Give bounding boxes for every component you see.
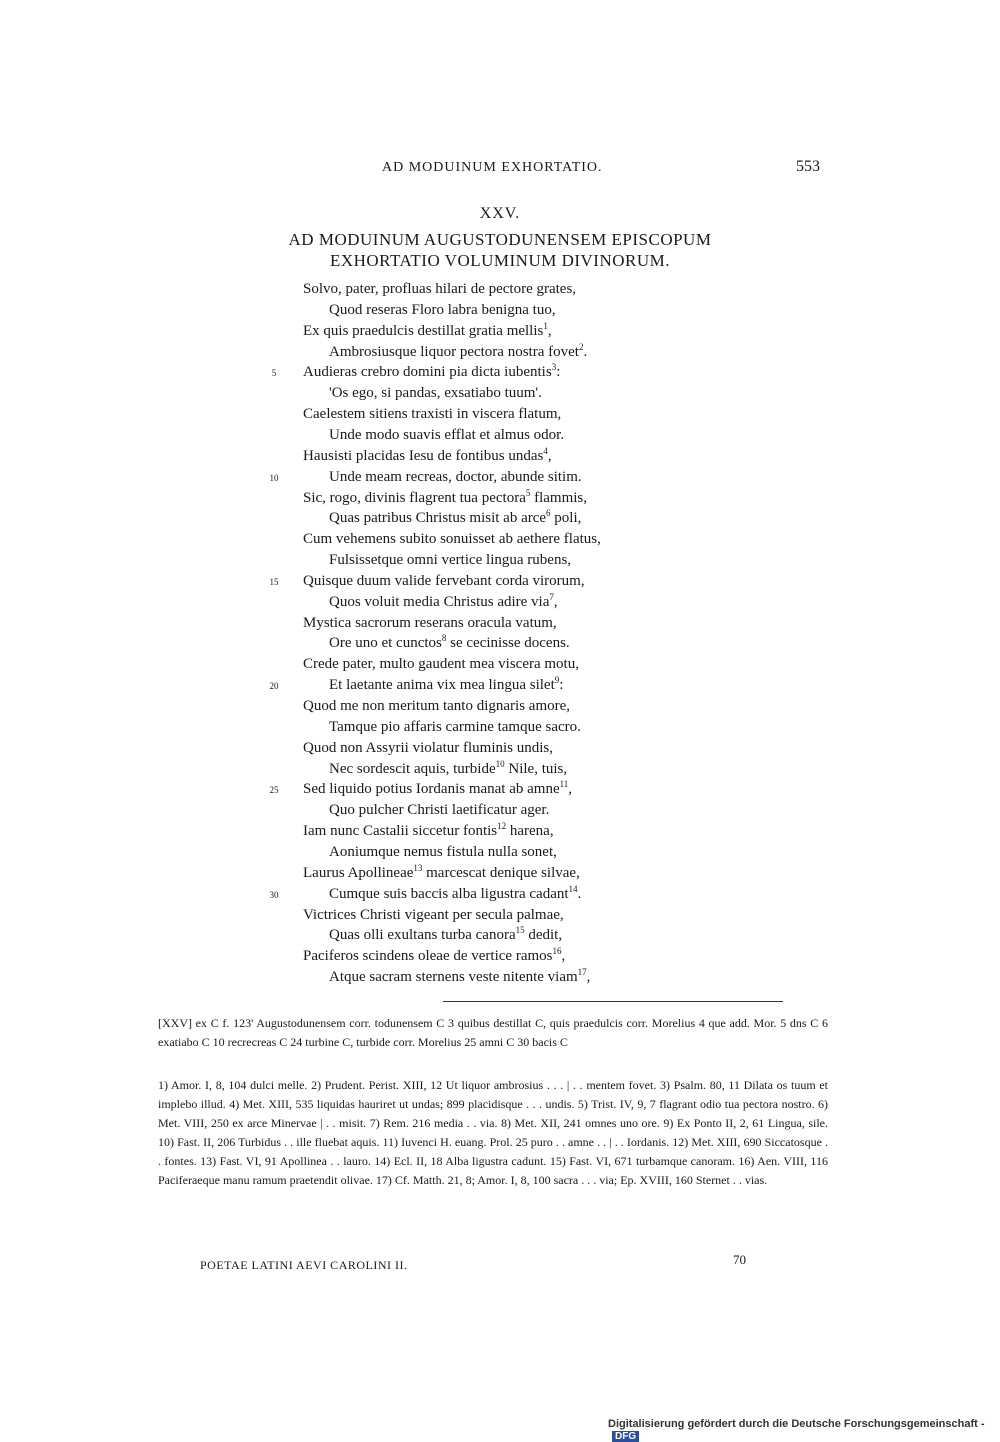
dfg-logo: DFG <box>612 1431 639 1442</box>
series-title: POETAE LATINI AEVI CAROLINI II. <box>200 1258 408 1272</box>
poem-title-line-2: EXHORTATIO VOLUMINUM DIVINORUM. <box>329 251 671 270</box>
verse-line <box>303 948 565 965</box>
verse-line <box>303 487 588 507</box>
verse-text: Nec sordescit aquis, turbide <box>329 760 496 777</box>
verse-text: Fulsissetque omni vertice lingua rubens, <box>329 552 572 569</box>
verse-text: Quo pulcher Christi laetificatur ager. <box>329 802 550 819</box>
footnote-marker: 8 <box>441 633 447 644</box>
verse-text: Unde meam recreas, doctor, abunde sitim. <box>329 468 582 485</box>
verse-line <box>303 445 552 465</box>
verse-line <box>303 364 560 381</box>
verse-text: Et laetante anima vix mea lingua silet <box>329 677 555 694</box>
verse-line <box>303 281 576 298</box>
verse-line <box>303 573 585 590</box>
verse-tail: , <box>568 781 573 798</box>
sheet-number: 70 <box>733 1252 746 1267</box>
verse-text: Victrices Christi vigeant per secula palmae, <box>303 906 564 923</box>
verse-text: Mystica sacrorum reserans oracula vatum, <box>303 614 557 631</box>
verse-tail: . <box>583 343 588 360</box>
verse-text: Quod reseras Floro labra benigna tuo, <box>329 301 556 318</box>
verse-line <box>303 591 558 611</box>
verse-tail: , <box>586 969 591 986</box>
verse-text: Quod non Assyrii violatur fluminis undis, <box>303 739 554 756</box>
verse-line <box>303 406 561 423</box>
verse-text: Sed liquido potius Iordanis manat ab amne <box>303 781 560 798</box>
line-number: 10 <box>269 472 279 483</box>
verse-line <box>303 844 557 861</box>
verse-tail: harena, <box>506 823 554 840</box>
verse-text: Iam nunc Castalii siccetur fontis <box>303 823 498 840</box>
verse-text: Unde modo suavis efflat et almus odor. <box>329 426 565 443</box>
line-number: 25 <box>269 785 279 796</box>
footnote-marker: 15 <box>515 925 525 936</box>
verse-line <box>303 469 582 486</box>
verse-line <box>303 427 564 444</box>
verse-line <box>303 698 570 715</box>
verse-line <box>303 552 571 569</box>
source-notes: 1) Amor. I, 8, 104 dulci melle. 2) Prudent. Perist. XIII, 12 Ut liquor ambrosius . . . | . . mentem fovet. 3) Psalm. 80, 11 Dilata os tuum et implebo illud. 4) Met. XIII, 535 liquidas hauriret ut undas; 899 placidisque . . . undis. 5) Trist. IV, 9, 7 flagrant odio tua pectora nostro. 6) Met. VIII, 250 ex arce Minervae | . . misit. 7) Rem. 216 media . . via. 8) Met. XII, 241 omnes uno ore. 9) Ex Ponto II, 2, 61 Lingua, sile. 10) Fast. II, 206 Turbidus . . ille fluebat aquis. 11) Iuvenci H. euang. Prol. 25 puro . . amne . . | . . Iordanis. 12) Met. XIII, 690 Siccatosque . . fontes. 13) Fast. VI, 91 Apollinea . . lauro. 14) Ecl. II, 18 Alba ligustra cadunt. 15) Fast. VI, 671 turbamque canoram. 16) Aen. VIII, 116 Paciferaeque manu ramum praetendit olivae. 17) Cf. Matth. 21, 8; Amor. I, 8, 100 sacra . . . via; Ep. XVIII, 160 Sternet . . vias. <box>158 1078 828 1187</box>
verse-text: Aoniumque nemus fistula nulla sonet, <box>329 843 557 860</box>
verse-tail: flammis, <box>530 489 588 506</box>
verse-text: Caelestem sitiens traxisti in viscera flatum, <box>303 406 562 423</box>
footnote-marker: 1 <box>543 320 548 331</box>
verse-line <box>303 320 552 340</box>
verse-text: 'Os ego, si pandas, exsatiabo tuum'. <box>329 385 542 402</box>
verse-text: Crede pater, multo gaudent mea viscera motu, <box>303 656 579 673</box>
footnote-separator <box>443 1001 783 1002</box>
verse-tail: , <box>561 948 566 965</box>
verse-text: Audieras crebro domini pia dicta iubentis <box>303 364 552 381</box>
verse-line <box>303 927 562 944</box>
verse-tail: Nile, tuis, <box>504 760 568 777</box>
verse-line <box>303 862 580 882</box>
footnote-marker: 3 <box>551 362 557 373</box>
footnote-marker: 9 <box>554 675 560 686</box>
footnote-marker: 12 <box>497 821 507 832</box>
verse-text: Quas patribus Christus misit ab arce <box>329 510 547 527</box>
footnote-marker: 6 <box>546 508 551 519</box>
verse-text: Quas olli exultans turba canora <box>329 927 516 944</box>
verse-text: Paciferos scindens oleae de vertice ramos <box>303 948 553 965</box>
line-number: 5 <box>271 368 277 379</box>
verse-tail: . <box>577 885 582 902</box>
line-number: 30 <box>269 889 279 900</box>
footnote-marker: 13 <box>413 862 423 873</box>
verse-text: Sic, rogo, divinis flagrent tua pectora <box>303 489 526 506</box>
verse-line <box>303 740 553 757</box>
verse-line <box>303 758 568 778</box>
verse-line <box>303 510 581 527</box>
digitization-credit-text: Digitalisierung gefördert durch die Deutsche Forschungsgemeinschaft - <box>608 1418 985 1430</box>
critical-apparatus: [XXV] ex C f. 123' Augustodunensem corr. todunensem C 3 quibus destillat C, quis praedulcis corr. Morelius 4 que add. Mor. 5 dns C 6 exatiabo C 10 recrecreas C 24 turbine C, turbide corr. Morelius 25 amni C 30 bacis C <box>158 1016 828 1049</box>
verse-text: Hausisti placidas Iesu de fontibus undas <box>303 447 544 464</box>
verse-line <box>303 907 564 924</box>
verse-text: Laurus Apollineae <box>303 864 414 881</box>
verse-tail: dedit, <box>524 927 563 944</box>
verse-tail: , <box>553 593 558 610</box>
digitization-credit <box>608 1418 1000 1442</box>
footnote-marker: 5 <box>525 487 531 498</box>
line-number: 20 <box>269 681 279 692</box>
verse-text: Atque sacram sternens veste nitente viam <box>329 969 578 986</box>
footnote-marker: 14 <box>568 883 578 894</box>
verse-text: Tamque pio affaris carmine tamque sacro. <box>329 718 581 735</box>
verse-text: Quod me non meritum tanto dignaris amore, <box>303 698 571 714</box>
verse-line <box>303 302 556 319</box>
verse-line <box>303 341 588 361</box>
verse-tail: , <box>547 322 552 339</box>
footnote-marker: 2 <box>578 341 584 352</box>
verse-line <box>303 802 549 819</box>
verse-tail: : <box>559 677 564 694</box>
verse-tail: se cecinisse docens. <box>446 635 570 652</box>
verse-line <box>303 883 582 903</box>
verse-text: Ore uno et cunctos <box>329 635 442 652</box>
poem-title-line-1: AD MODUINUM AUGUSTODUNENSEM EPISCOPUM <box>288 230 712 249</box>
verse-text: Ambrosiusque liquor pectora nostra fovet <box>329 343 579 360</box>
verse-text: Cumque suis baccis alba ligustra cadant <box>329 885 569 902</box>
verse-tail: poli, <box>550 510 582 527</box>
verse-tail: marcescat denique silvae, <box>422 864 580 881</box>
footnote-marker: 17 <box>577 967 587 978</box>
poem-number: XXV. <box>479 205 521 222</box>
verse-line <box>303 677 563 694</box>
page-number: 553 <box>796 158 820 175</box>
footnote-marker: 10 <box>495 758 505 769</box>
verse-line <box>303 531 601 548</box>
verse-tail: : <box>556 364 561 381</box>
verse-text: Quos voluit media Christus adire via <box>329 593 550 610</box>
verse-tail: , <box>547 447 552 464</box>
verse-line <box>303 385 542 402</box>
running-head: AD MODUINUM EXHORTATIO. <box>382 160 603 175</box>
verse-line <box>303 969 590 986</box>
verse-line <box>303 719 581 736</box>
footnote-marker: 4 <box>543 445 548 456</box>
footnote-marker: 16 <box>552 946 562 957</box>
verse-line <box>303 781 572 798</box>
verse-line <box>303 615 557 632</box>
verse-text: Ex quis praedulcis destillat gratia mellis <box>303 322 544 339</box>
line-number: 15 <box>269 576 279 587</box>
footnote-marker: 11 <box>559 779 569 790</box>
verse-text: Quisque duum valide fervebant corda virorum, <box>303 572 585 589</box>
verse-text: Solvo, pater, profluas hilari de pectore grates, <box>303 281 577 297</box>
verse-line <box>303 823 554 840</box>
verse-line <box>303 635 570 652</box>
verse-text: Cum vehemens subito sonuisset ab aethere flatus, <box>303 531 601 548</box>
verse-line <box>303 656 579 673</box>
footnote-marker: 7 <box>549 591 554 602</box>
